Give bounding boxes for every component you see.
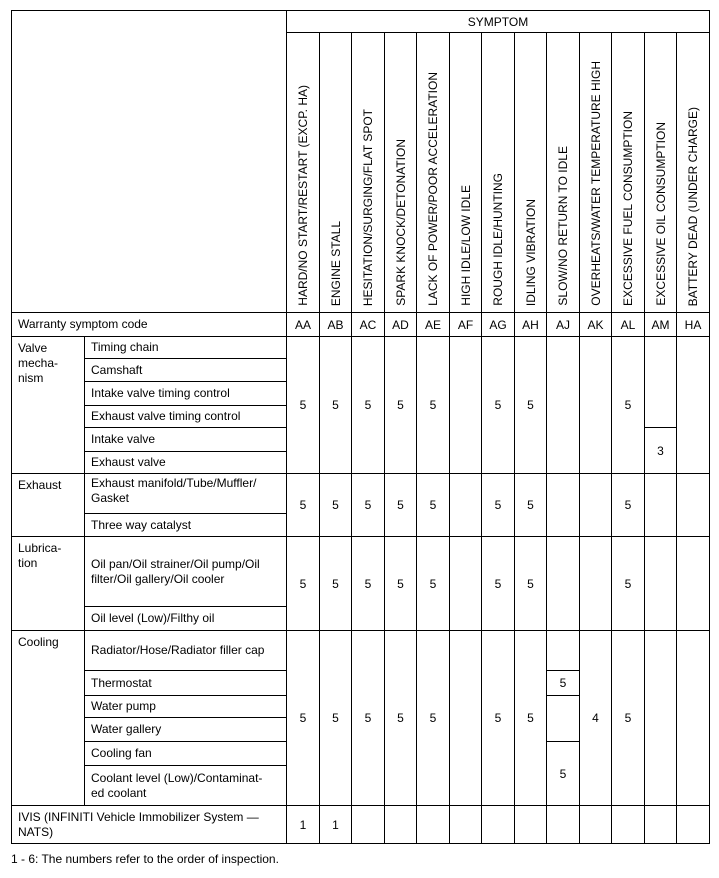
- symptom-cell: 5: [320, 537, 352, 631]
- cooling-row: [12, 631, 710, 671]
- ivis-label: [12, 806, 287, 844]
- component-item-line: Oil pan/Oil strainer/Oil pump/Oil: [91, 556, 260, 571]
- symptom-cell: [450, 474, 482, 537]
- symptom-column-header: [612, 33, 645, 313]
- warranty-code: HA: [677, 313, 710, 337]
- component-item: Exhaust valve timing control: [85, 406, 287, 428]
- component-item-line: ed coolant: [91, 785, 147, 800]
- component-item: Intake valve: [85, 428, 287, 452]
- symptom-cell: 1: [287, 806, 320, 844]
- symptom-name: HESITATION/SURGING/FLAT SPOT: [361, 108, 375, 306]
- component-item: Exhaust valve: [85, 452, 287, 474]
- component-item: [85, 537, 287, 607]
- component-item-line: Oil level (Low)/Filthy oil: [91, 611, 215, 625]
- symptom-cell: 5: [352, 537, 385, 631]
- symptom-column-header: [320, 33, 352, 313]
- symptom-column-header: [580, 33, 612, 313]
- component-item: [85, 742, 287, 766]
- symptom-cell: [385, 806, 417, 844]
- symptom-name: IDLING VIBRATION: [523, 198, 538, 306]
- symptom-cell: [580, 474, 612, 537]
- symptom-name: ENGINE STALL: [328, 220, 343, 306]
- warranty-label: Warranty symptom code: [12, 313, 287, 337]
- symptom-cell: [547, 631, 580, 671]
- category-line: Valve: [18, 341, 48, 355]
- symptom-cell: [645, 806, 677, 844]
- symptom-cell: [515, 806, 547, 844]
- component-item: [85, 607, 287, 631]
- exhaust-row: [12, 474, 710, 514]
- category-lubrication: [12, 537, 85, 631]
- symptom-cell: [450, 806, 482, 844]
- symptom-cell: [580, 337, 612, 474]
- symptom-column-header: [385, 33, 417, 313]
- ivis-label-line: IVIS (INFINITI Vehicle Immobilizer System —: [18, 809, 259, 824]
- lubrication-row: [12, 537, 710, 607]
- symptom-cell: 5: [515, 337, 547, 474]
- warranty-code: AJ: [547, 313, 580, 337]
- symptom-cell: 5: [482, 474, 515, 537]
- symptom-column-header: [417, 33, 450, 313]
- component-item: Timing chain: [85, 337, 287, 359]
- symptom-cell: [450, 337, 482, 474]
- symptom-cell: 5: [287, 337, 320, 474]
- warranty-code: AD: [385, 313, 417, 337]
- component-item: Camshaft: [85, 359, 287, 382]
- symptom-cell: [547, 474, 580, 537]
- symptom-cell: [547, 337, 580, 474]
- symptom-name: HARD/NO START/RESTART (EXCP. HA): [296, 85, 310, 306]
- warranty-code: AF: [450, 313, 482, 337]
- symptom-name: HIGH IDLE/LOW IDLE: [458, 185, 473, 306]
- symptom-cell: 5: [385, 631, 417, 806]
- header-corner: [12, 11, 287, 313]
- component-item: Intake valve timing control: [85, 382, 287, 406]
- symptom-cell-oil-consumption: 3: [645, 428, 677, 474]
- symptom-cell-coolant-idle: 5: [547, 742, 580, 806]
- symptom-cell: 5: [612, 337, 645, 474]
- symptom-cell: [417, 806, 450, 844]
- symptom-cell: [482, 806, 515, 844]
- symptom-cell: 5: [287, 631, 320, 806]
- footnote: 1 - 6: The numbers refer to the order of inspection.: [11, 852, 279, 866]
- symptom-column-header: [352, 33, 385, 313]
- symptom-header: SYMPTOM: [287, 11, 710, 33]
- symptom-cell: 5: [417, 631, 450, 806]
- symptom-cell: [677, 474, 710, 537]
- symptom-cell: 5: [515, 631, 547, 806]
- category-line: Lubrica-: [18, 541, 62, 555]
- component-item: [85, 514, 287, 537]
- symptom-cell-thermostat-idle: 5: [547, 671, 580, 696]
- warranty-code-row: [12, 313, 710, 337]
- component-item-line: Gasket: [91, 491, 130, 505]
- warranty-code: AG: [482, 313, 515, 337]
- component-item-line: Thermostat: [91, 675, 152, 690]
- category-cooling: Cooling: [12, 631, 85, 806]
- symptom-cell: 5: [612, 631, 645, 806]
- category-exhaust: Exhaust: [12, 474, 85, 537]
- symptom-cell: 5: [482, 337, 515, 474]
- component-item-line: Water pump: [91, 699, 156, 713]
- symptom-cell: 5: [482, 537, 515, 631]
- symptom-cell: 1: [320, 806, 352, 844]
- warranty-code: AM: [645, 313, 677, 337]
- warranty-code: AE: [417, 313, 450, 337]
- symptom-cell: [677, 337, 710, 474]
- symptom-name: ROUGH IDLE/HUNTING: [491, 173, 505, 306]
- symptom-name: EXCESSIVE OIL CONSUMPTION: [653, 122, 668, 306]
- category-line: nism: [18, 371, 44, 385]
- ivis-label-line: NATS): [18, 824, 54, 839]
- symptom-cell: 5: [320, 337, 352, 474]
- component-item: [85, 671, 287, 696]
- symptom-cell: 5: [385, 537, 417, 631]
- symptom-cell: 5: [515, 474, 547, 537]
- symptom-column-header: [515, 33, 547, 313]
- symptom-name: LACK OF POWER/POOR ACCELERATION: [426, 72, 440, 306]
- symptom-column-header: [645, 33, 677, 313]
- symptom-cell: 5: [385, 337, 417, 474]
- symptom-cell: [645, 337, 677, 428]
- symptom-cell: 5: [417, 337, 450, 474]
- symptom-cell: 5: [482, 631, 515, 806]
- symptom-cell: 5: [320, 474, 352, 537]
- warranty-code: AL: [612, 313, 645, 337]
- symptom-cell: [580, 806, 612, 844]
- symptom-cell: 5: [287, 537, 320, 631]
- diagnosis-table: [11, 10, 710, 844]
- component-item-line: Coolant level (Low)/Contaminat-: [91, 770, 263, 785]
- symptom-cell: [450, 537, 482, 631]
- category-line: mecha-: [18, 356, 59, 370]
- component-item-line: Three way catalyst: [91, 517, 192, 532]
- symptom-cell: 5: [352, 631, 385, 806]
- symptom-cell: [677, 537, 710, 631]
- symptom-cell: [580, 537, 612, 631]
- symptom-cell: 4: [580, 631, 612, 806]
- warranty-code: AH: [515, 313, 547, 337]
- header-row: [12, 11, 710, 33]
- valve-row: [12, 337, 710, 359]
- symptom-cell: 5: [612, 474, 645, 537]
- symptom-cell: [547, 537, 580, 631]
- symptom-cell: [677, 631, 710, 806]
- component-item: [85, 766, 287, 806]
- symptom-column-header: [450, 33, 482, 313]
- category-line: tion: [18, 556, 38, 570]
- warranty-code: AB: [320, 313, 352, 337]
- symptom-cell: [677, 806, 710, 844]
- symptom-cell: [645, 631, 677, 806]
- symptom-cell: 5: [515, 537, 547, 631]
- symptom-cell: 5: [385, 474, 417, 537]
- symptom-column-header: [287, 33, 320, 313]
- symptom-column-header: [677, 33, 710, 313]
- symptom-name: OVERHEATS/WATER TEMPERATURE HIGH: [588, 61, 603, 306]
- symptom-name: EXCESSIVE FUEL CONSUMPTION: [621, 111, 635, 306]
- warranty-code: AC: [352, 313, 385, 337]
- category-valve-mechanism: [12, 337, 85, 474]
- ivis-row: [12, 806, 710, 844]
- symptom-name: SPARK KNOCK/DETONATION: [393, 139, 408, 306]
- symptom-column-header: [482, 33, 515, 313]
- component-item: [85, 696, 287, 718]
- component-item-line: Water gallery: [91, 722, 162, 736]
- symptom-cell: 5: [417, 537, 450, 631]
- warranty-code: AK: [580, 313, 612, 337]
- symptom-cell: [645, 537, 677, 631]
- component-item-line: Cooling fan: [91, 746, 152, 760]
- component-item-line: Exhaust manifold/Tube/Muffler/: [91, 476, 257, 490]
- symptom-cell: 5: [287, 474, 320, 537]
- symptom-cell: [450, 631, 482, 806]
- component-item: [85, 718, 287, 742]
- symptom-cell: [645, 474, 677, 537]
- symptom-cell: [612, 806, 645, 844]
- component-item: [85, 631, 287, 671]
- component-item-line: filter/Oil gallery/Oil cooler: [91, 571, 225, 586]
- symptom-name: SLOW/NO RETURN TO IDLE: [556, 146, 570, 306]
- symptom-cell: [352, 806, 385, 844]
- symptom-cell: 5: [352, 337, 385, 474]
- component-item: [85, 474, 287, 514]
- symptom-cell: 5: [352, 474, 385, 537]
- symptom-cell: 5: [320, 631, 352, 806]
- symptom-column-header: [547, 33, 580, 313]
- symptom-cell: 5: [612, 537, 645, 631]
- symptom-cell: [547, 806, 580, 844]
- component-item-line: Radiator/Hose/Radiator filler cap: [91, 643, 265, 657]
- symptom-name: BATTERY DEAD (UNDER CHARGE): [686, 106, 700, 306]
- symptom-cell: [547, 696, 580, 742]
- symptom-cell: 5: [417, 474, 450, 537]
- warranty-code: AA: [287, 313, 320, 337]
